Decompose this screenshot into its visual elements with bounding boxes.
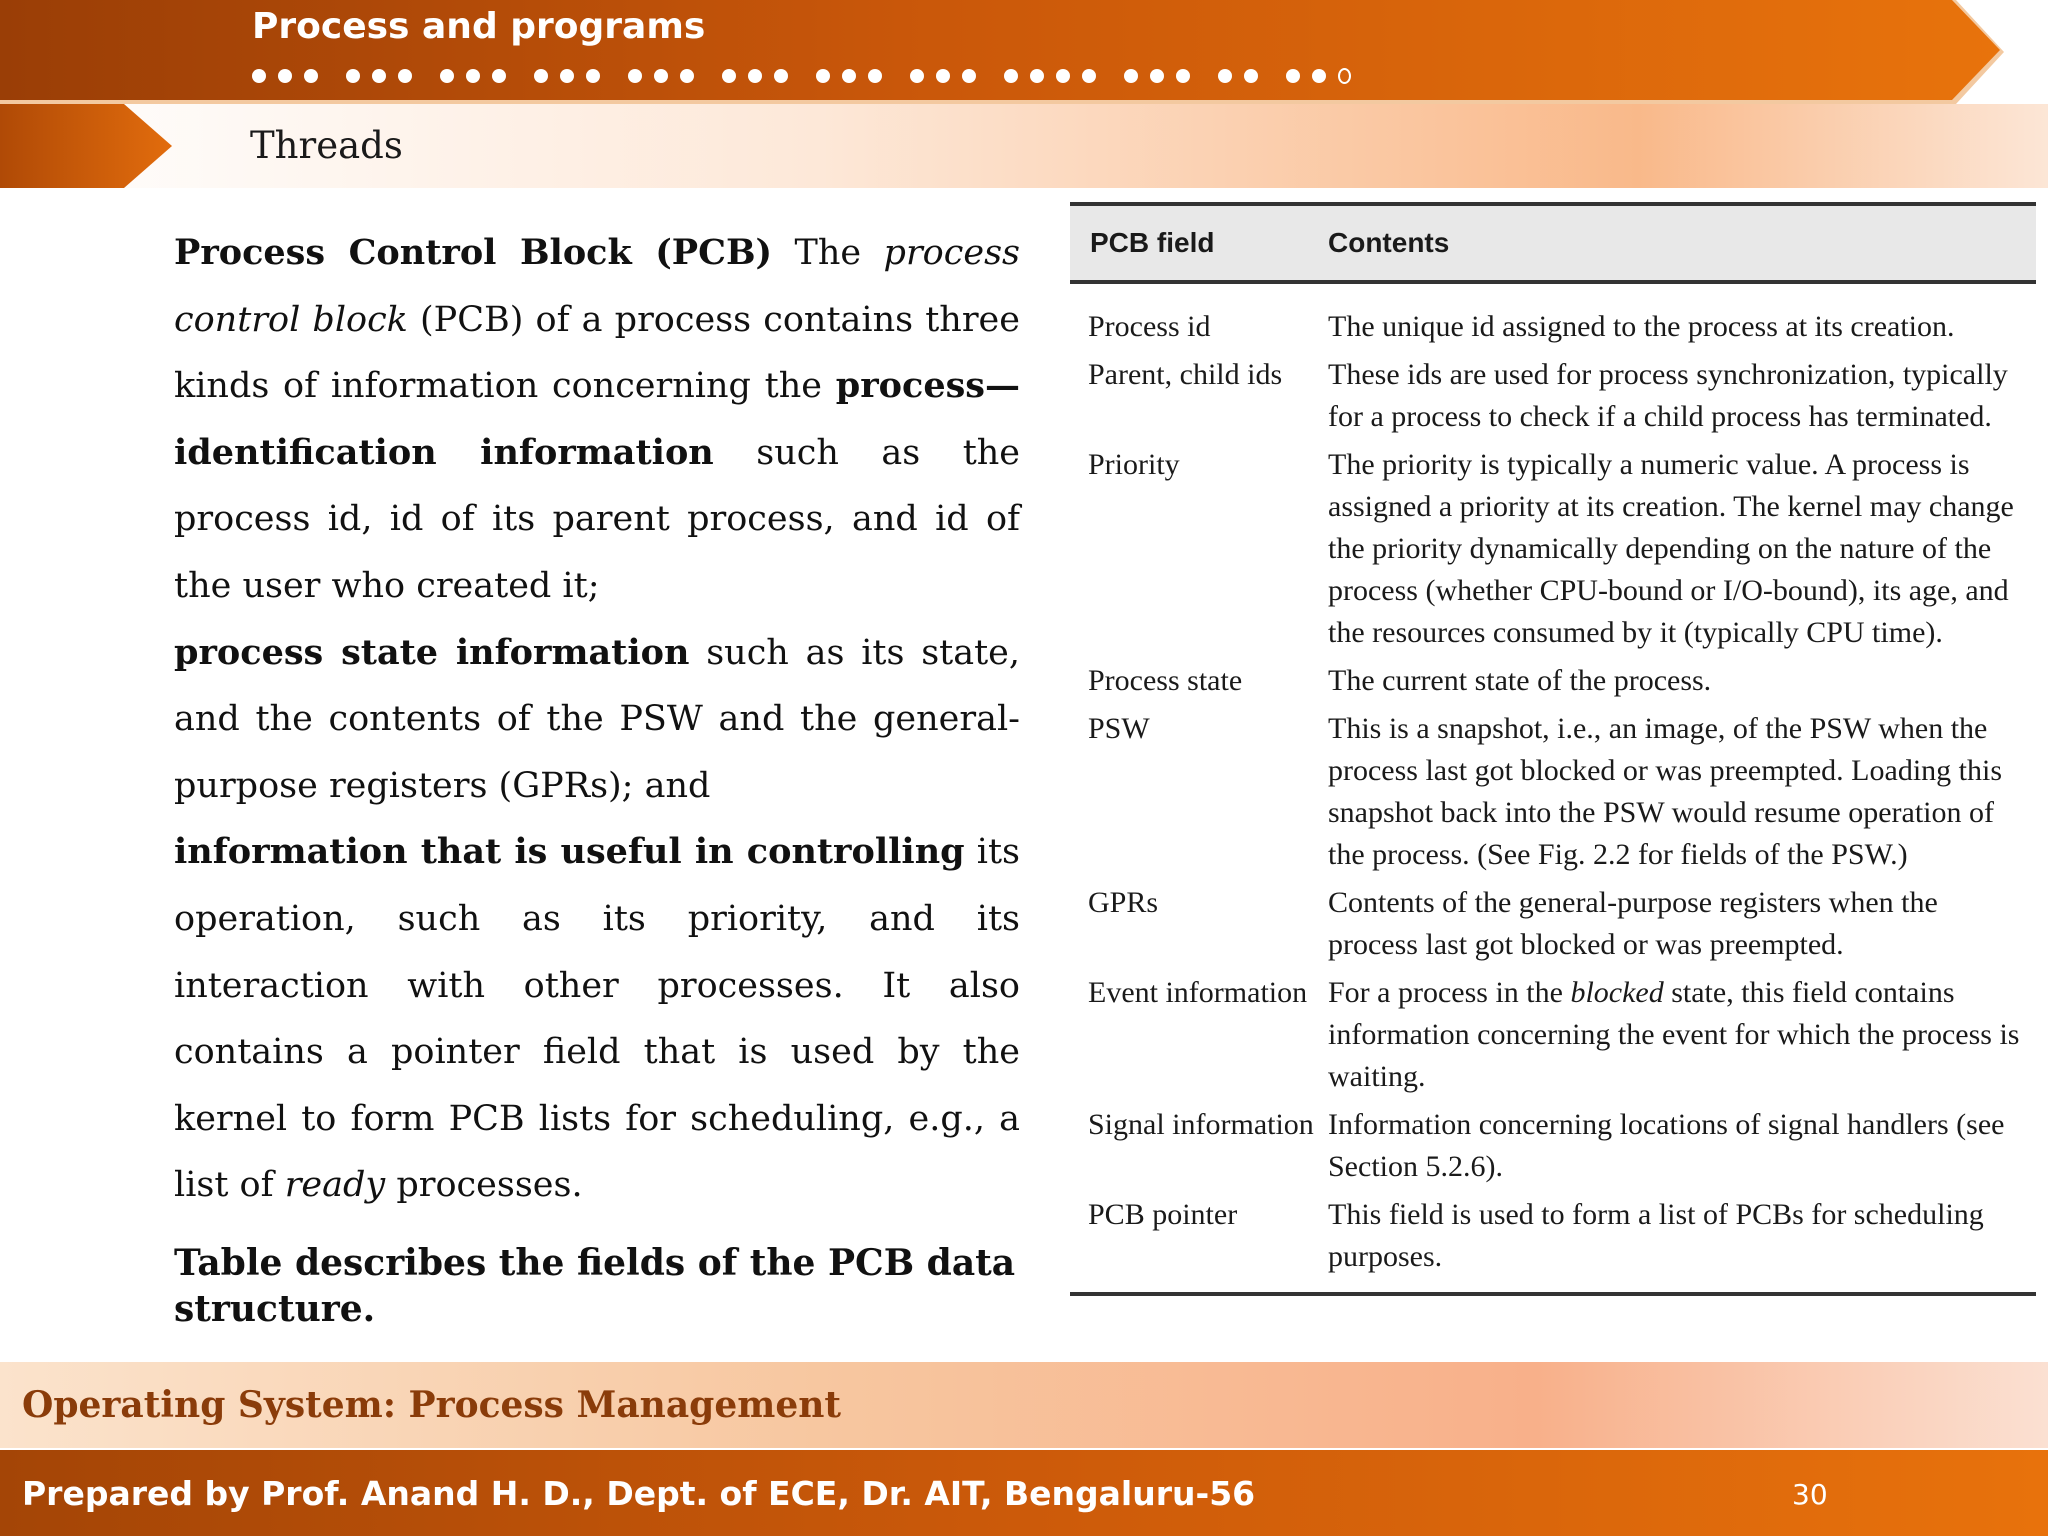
text-span: (PCB) of a process contains three kinds of information concerning the: [174, 299, 1020, 407]
text-span: processes.: [385, 1165, 583, 1206]
progress-dot-icon: [440, 69, 454, 83]
progress-dot-icon: [962, 69, 976, 83]
body-text: [174, 220, 1020, 1219]
row-contents: These ids are used for process synchronization, typically for a process to check if a child process has terminated.: [1328, 358, 2008, 433]
table-row: [1070, 1194, 2036, 1278]
row-field: PCB pointer: [1088, 1198, 1238, 1231]
table-note: Table describes the fields of the PCB data structure.: [174, 1242, 1016, 1330]
term-ready: ready: [284, 1165, 386, 1206]
author-credit: Prepared by Prof. Anand H. D., Dept. of ECE, Dr. AIT, Bengaluru-56: [22, 1474, 1256, 1513]
table-row: [1070, 882, 2036, 966]
progress-dot-icon: [842, 69, 856, 83]
progress-dot-icon: [1030, 69, 1044, 83]
course-title: Operating System: Process Management: [22, 1384, 842, 1426]
progress-dot-icon: [1218, 69, 1232, 83]
progress-dot-icon: [816, 69, 830, 83]
progress-dots: [252, 60, 1379, 92]
table-row: [1070, 444, 2036, 654]
progress-dot-icon: [346, 69, 360, 83]
row-contents: [1328, 972, 2036, 1098]
progress-dot-icon: [372, 69, 386, 83]
table-row: [1070, 660, 2036, 702]
row-contents: The priority is typically a numeric value. A process is assigned a priority at its creation. The kernel may change the priority dynamically depending on the nature of the process (whether CPU-bound or I/O-bound), its age, and the resources consumed by it (typically CPU time).: [1328, 448, 2014, 649]
progress-dot-icon: [492, 69, 506, 83]
row-contents: This field is used to form a list of PCBs for scheduling purposes.: [1328, 1198, 1984, 1273]
row-field: Priority: [1088, 448, 1180, 481]
progress-dot-icon: [278, 69, 292, 83]
section-title: Threads: [250, 124, 403, 167]
term-identification: process—identification information: [174, 365, 1020, 473]
progress-dot-icon: [466, 69, 480, 83]
progress-dot-icon: [654, 69, 668, 83]
table-body: [1070, 284, 2036, 1296]
progress-dot-icon: [398, 69, 412, 83]
row-field: PSW: [1088, 712, 1150, 745]
text-span: state, this field contains information concerning the event for which the process is waiting.: [1328, 976, 2020, 1093]
table-row: [1070, 972, 2036, 1098]
table-row: [1070, 708, 2036, 876]
progress-dot-icon: [560, 69, 574, 83]
row-contents: Contents of the general-purpose registers when the process last got blocked or was preempted.: [1328, 886, 1938, 961]
progress-dot-icon: [586, 69, 600, 83]
progress-dot-icon: [1150, 69, 1164, 83]
progress-dot-icon: [774, 69, 788, 83]
row-field: Parent, child ids: [1088, 358, 1283, 391]
text-span: such as the process id, id of its parent process, and id of the user who created it;: [174, 432, 1021, 606]
progress-dot-icon: [1176, 69, 1190, 83]
progress-dot-icon: [1082, 69, 1096, 83]
progress-dot-icon: [1312, 69, 1326, 83]
row-contents: The current state of the process.: [1328, 664, 1712, 697]
table-row: [1070, 306, 2036, 348]
progress-dot-icon: [1244, 69, 1258, 83]
progress-dot-icon: [534, 69, 548, 83]
header-contents: Contents: [1328, 227, 1450, 258]
row-field: Event information: [1088, 976, 1308, 1009]
progress-dot-icon: [722, 69, 736, 83]
progress-dot-icon: [1004, 69, 1018, 83]
table-row: [1070, 354, 2036, 438]
term-control: information that is useful in controlling: [174, 831, 965, 873]
progress-dot-icon: [252, 69, 266, 83]
text-span: The: [772, 233, 884, 273]
term-state: process state information: [174, 631, 690, 673]
progress-dot-icon: [304, 69, 318, 83]
table-row: [1070, 1104, 2036, 1188]
row-contents: The unique id assigned to the process at its creation.: [1328, 310, 1955, 343]
progress-dot-icon: [868, 69, 882, 83]
text-span: For a process in the: [1328, 976, 1571, 1009]
row-field: Signal information: [1088, 1108, 1314, 1141]
progress-dot-icon: [936, 69, 950, 83]
pcb-table: [1070, 202, 2036, 1296]
row-field: Process state: [1088, 664, 1243, 697]
header-pcb-field: PCB field: [1090, 227, 1215, 258]
row-contents: This is a snapshot, i.e., an image, of the PSW when the process last got blocked or was preempted. Loading this snapshot back into the PSW would resume operation of the process. (See Fig. 2.2 for fields of the PSW.): [1328, 712, 2003, 871]
term-pcb: Process Control Block (PCB): [174, 232, 773, 273]
row-field: GPRs: [1088, 886, 1159, 919]
progress-dot-icon: [748, 69, 762, 83]
progress-dot-icon: [1124, 69, 1138, 83]
table-header: [1070, 202, 2036, 284]
row-contents: Information concerning locations of signal handlers (see Section 5.2.6).: [1328, 1108, 2005, 1183]
progress-dot-icon: [910, 69, 924, 83]
term-blocked: blocked: [1570, 976, 1664, 1009]
paragraph-identification: [174, 220, 1020, 620]
row-field: Process id: [1088, 310, 1211, 343]
text-span: such as its state, and the contents of the PSW and the general-purpose registers (GPRs); and: [174, 632, 1020, 806]
progress-dot-icon: [1338, 68, 1351, 84]
progress-dot-icon: [1056, 69, 1070, 83]
progress-dot-icon: [628, 69, 642, 83]
paragraph-control: [174, 819, 1020, 1219]
paragraph-state: [174, 620, 1020, 820]
text-span: its operation, such as its priority, and its interaction with other processes. It also contains a pointer field that is used by the kernel to form PCB lists for scheduling, e.g., a list of: [174, 832, 1020, 1206]
term-italic: process control block: [174, 233, 1020, 340]
page-number: 30: [1792, 1478, 1828, 1511]
progress-dot-icon: [680, 69, 694, 83]
progress-dot-icon: [1286, 69, 1300, 83]
slide-title: Process and programs: [252, 6, 706, 47]
